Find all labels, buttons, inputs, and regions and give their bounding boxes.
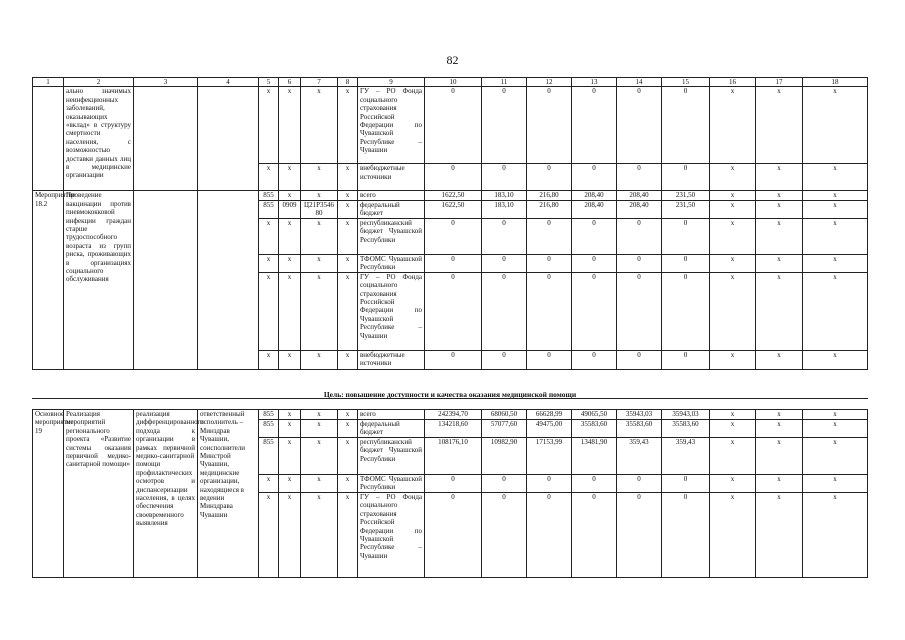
value-cell: x <box>756 164 803 191</box>
value-cell: 216,80 <box>527 200 572 218</box>
value-cell: x <box>710 493 756 578</box>
value-cell: 0 <box>425 164 482 191</box>
value-cell: 0 <box>617 493 662 578</box>
cell: x <box>301 410 338 420</box>
column-header-row <box>33 78 868 87</box>
cell: 855 <box>259 438 279 475</box>
cell: x <box>338 272 358 350</box>
cell: x <box>301 493 338 578</box>
value-cell: 0 <box>617 218 662 254</box>
column-number: 15 <box>662 78 710 87</box>
cell: x <box>301 475 338 493</box>
cell: x <box>259 218 279 254</box>
cell: x <box>259 87 279 164</box>
value-cell: 0 <box>527 87 572 164</box>
cell: x <box>259 254 279 272</box>
value-cell: x <box>803 272 868 350</box>
value-cell: x <box>756 191 803 200</box>
value-cell: 0 <box>662 493 710 578</box>
measure-description: Проведение вакцинации против пневмококковой инфекции граждан старше трудоспособного возраста из групп риска, проживающих в организациях социального обслуживания <box>64 191 134 369</box>
value-cell: 0 <box>482 87 527 164</box>
value-cell: 0 <box>482 164 527 191</box>
value-cell: x <box>756 420 803 438</box>
value-cell: 0 <box>482 493 527 578</box>
value-cell: 0 <box>527 475 572 493</box>
cell: x <box>279 475 301 493</box>
cell: x <box>279 420 301 438</box>
budget-table <box>32 77 868 370</box>
value-cell: 231,50 <box>662 191 710 200</box>
cell: x <box>301 438 338 475</box>
funding-source: республиканский бюджет Чувашской Республики <box>358 218 425 254</box>
measure-description: ально значимых неинфекционных заболеваний, оказывающих «вклад» в структуру смертности населения, с возможностью доставки данных лиц в медицинские организации <box>64 87 134 191</box>
value-cell: x <box>710 254 756 272</box>
cell: x <box>338 218 358 254</box>
cell: x <box>338 410 358 420</box>
cell: x <box>301 164 338 191</box>
value-cell: x <box>803 420 868 438</box>
value-cell: 183,10 <box>482 200 527 218</box>
column-number: 14 <box>617 78 662 87</box>
value-cell: 0 <box>425 272 482 350</box>
value-cell: 0 <box>527 272 572 350</box>
value-cell: 13481,90 <box>572 438 617 475</box>
value-cell: 0 <box>662 272 710 350</box>
value-cell: 0 <box>482 475 527 493</box>
cell: x <box>338 87 358 164</box>
value-cell: 0 <box>572 164 617 191</box>
value-cell: x <box>803 218 868 254</box>
cell: x <box>338 438 358 475</box>
value-cell: 0 <box>482 272 527 350</box>
value-cell: 66628,99 <box>527 410 572 420</box>
cell: Ц21Р354680 <box>301 200 338 218</box>
cell: x <box>301 420 338 438</box>
value-cell: x <box>803 493 868 578</box>
value-cell: x <box>756 200 803 218</box>
value-cell: 35583,60 <box>572 420 617 438</box>
value-cell: 0 <box>572 272 617 350</box>
value-cell: x <box>710 438 756 475</box>
value-cell: 208,40 <box>617 200 662 218</box>
value-cell: 10982,90 <box>482 438 527 475</box>
column-number: 10 <box>425 78 482 87</box>
value-cell: 0 <box>425 475 482 493</box>
column-number: 3 <box>134 78 198 87</box>
column-number: 17 <box>756 78 803 87</box>
value-cell: 0 <box>572 493 617 578</box>
page-number: 82 <box>446 53 459 67</box>
funding-source: внебюджетные источники <box>358 350 425 369</box>
value-cell: 17153,99 <box>527 438 572 475</box>
funding-source: ГУ – РО Фонда социального страхования Российской Федерации по Чувашской Республике – Чувашии <box>358 272 425 350</box>
funding-source: ГУ – РО Фонда социального страхования Российской Федерации по Чувашской Республике – Чувашии <box>358 493 425 578</box>
value-cell: 68060,50 <box>482 410 527 420</box>
funding-source: всего <box>358 410 425 420</box>
value-cell: 208,40 <box>572 200 617 218</box>
cell: x <box>338 475 358 493</box>
value-cell: 49065,50 <box>572 410 617 420</box>
value-cell: 0 <box>572 254 617 272</box>
value-cell: x <box>756 87 803 164</box>
cell: x <box>338 200 358 218</box>
value-cell: 49475,00 <box>527 420 572 438</box>
cell: x <box>301 254 338 272</box>
cell: x <box>279 438 301 475</box>
value-cell: x <box>710 191 756 200</box>
cell: x <box>338 420 358 438</box>
cell: x <box>279 410 301 420</box>
value-cell: x <box>803 475 868 493</box>
funding-source: ТФОМС Чувашской Республики <box>358 475 425 493</box>
cell: x <box>259 164 279 191</box>
value-cell: 0 <box>662 350 710 369</box>
cell: 855 <box>259 420 279 438</box>
value-cell: 35943,03 <box>662 410 710 420</box>
value-cell: 359,43 <box>617 438 662 475</box>
column-number: 1 <box>33 78 64 87</box>
value-cell: 35583,60 <box>662 420 710 438</box>
value-cell: 0 <box>617 272 662 350</box>
value-cell: x <box>710 164 756 191</box>
value-cell: 0 <box>617 350 662 369</box>
value-cell: 35943,03 <box>617 410 662 420</box>
value-cell: 0 <box>527 493 572 578</box>
value-cell: x <box>803 350 868 369</box>
value-cell: x <box>756 272 803 350</box>
cell: x <box>279 164 301 191</box>
cell: 855 <box>259 410 279 420</box>
column-number: 9 <box>358 78 425 87</box>
value-cell: x <box>803 410 868 420</box>
value-cell: 0 <box>425 87 482 164</box>
value-cell: 0 <box>425 218 482 254</box>
cell: 855 <box>259 200 279 218</box>
cell: x <box>301 87 338 164</box>
cell: x <box>301 272 338 350</box>
value-cell: x <box>756 218 803 254</box>
cell: x <box>279 493 301 578</box>
column-number: 16 <box>710 78 756 87</box>
cell: x <box>301 350 338 369</box>
value-cell: 0 <box>527 254 572 272</box>
value-cell: x <box>710 475 756 493</box>
value-cell: 0 <box>425 350 482 369</box>
value-cell: x <box>710 218 756 254</box>
value-cell: 108176,10 <box>425 438 482 475</box>
value-cell: 0 <box>572 350 617 369</box>
value-cell: 183,10 <box>482 191 527 200</box>
value-cell: 0 <box>425 254 482 272</box>
value-cell: x <box>710 420 756 438</box>
value-cell: x <box>710 350 756 369</box>
value-cell: 0 <box>482 350 527 369</box>
value-cell: 0 <box>572 218 617 254</box>
budget-table-goal <box>32 409 868 578</box>
cell: 855 <box>259 191 279 200</box>
cell: x <box>279 87 301 164</box>
value-cell: 0 <box>482 218 527 254</box>
cell: x <box>279 254 301 272</box>
funding-source: ГУ – РО Фонда социального страхования Российской Федерации по Чувашской Республике – Чувашии <box>358 87 425 164</box>
value-cell: 35583,60 <box>617 420 662 438</box>
column-number: 12 <box>527 78 572 87</box>
table-row <box>33 191 868 200</box>
value-cell: 216,80 <box>527 191 572 200</box>
value-cell: x <box>756 493 803 578</box>
value-cell: 208,40 <box>617 191 662 200</box>
goal-heading: Цель: повышение доступности и качества оказания медицинской помощи <box>323 390 577 399</box>
value-cell: 0 <box>617 87 662 164</box>
column-number: 4 <box>198 78 259 87</box>
value-cell: x <box>803 191 868 200</box>
cell: x <box>279 350 301 369</box>
cell: x <box>338 350 358 369</box>
value-cell: 0 <box>527 164 572 191</box>
value-cell: x <box>710 87 756 164</box>
column-number: 13 <box>572 78 617 87</box>
measure-cell <box>33 87 64 191</box>
value-cell: 0 <box>662 164 710 191</box>
value-cell: x <box>756 254 803 272</box>
value-cell: x <box>803 87 868 164</box>
cell: x <box>338 254 358 272</box>
value-cell: x <box>710 200 756 218</box>
divider <box>32 398 868 399</box>
value-cell: x <box>710 272 756 350</box>
value-cell: 359,43 <box>662 438 710 475</box>
value-cell: 0 <box>662 87 710 164</box>
value-cell: x <box>756 475 803 493</box>
value-cell: 1622,50 <box>425 191 482 200</box>
value-cell: 208,40 <box>572 191 617 200</box>
measure-goal: реализация дифференцированного подхода к организации в рамках первичной медико-санитарной помощи профилактических осмотров и диспансеризации населения, в целях обеспечения своевременного выявления <box>134 410 198 578</box>
cell: x <box>279 218 301 254</box>
cell: 0909 <box>279 200 301 218</box>
value-cell: x <box>803 164 868 191</box>
value-cell: x <box>803 254 868 272</box>
cell: x <box>259 272 279 350</box>
cell: x <box>279 272 301 350</box>
value-cell: 57077,60 <box>482 420 527 438</box>
value-cell: x <box>756 438 803 475</box>
value-cell: 242394,70 <box>425 410 482 420</box>
value-cell: 0 <box>617 164 662 191</box>
measure-label: Основное мероприятие 19 <box>33 410 64 578</box>
column-number: 6 <box>279 78 301 87</box>
value-cell: 0 <box>425 493 482 578</box>
funding-source: внебюджетные источники <box>358 164 425 191</box>
value-cell: 0 <box>617 475 662 493</box>
cell: x <box>338 493 358 578</box>
value-cell: 0 <box>527 350 572 369</box>
value-cell: x <box>710 410 756 420</box>
value-cell: 0 <box>572 475 617 493</box>
cell: x <box>279 191 301 200</box>
funding-source: ТФОМС Чувашской Республики <box>358 254 425 272</box>
cell: x <box>338 191 358 200</box>
value-cell: x <box>803 438 868 475</box>
cell <box>198 87 259 191</box>
value-cell: x <box>756 410 803 420</box>
column-number: 8 <box>338 78 358 87</box>
column-number: 18 <box>803 78 868 87</box>
cell: x <box>259 475 279 493</box>
value-cell: 0 <box>482 254 527 272</box>
column-number: 5 <box>259 78 279 87</box>
cell: x <box>301 218 338 254</box>
value-cell: 134218,60 <box>425 420 482 438</box>
column-number: 2 <box>64 78 134 87</box>
cell: x <box>301 191 338 200</box>
cell <box>198 191 259 369</box>
funding-source: республиканский бюджет Чувашской Республики <box>358 438 425 475</box>
cell: x <box>259 493 279 578</box>
value-cell: x <box>756 350 803 369</box>
table-row <box>33 87 868 164</box>
cell <box>134 87 198 191</box>
table-row <box>33 410 868 420</box>
value-cell: 0 <box>527 218 572 254</box>
value-cell: 0 <box>662 254 710 272</box>
measure-label: Мероприятие 18.2 <box>33 191 64 369</box>
funding-source: федеральный бюджет <box>358 200 425 218</box>
cell: x <box>338 164 358 191</box>
funding-source: всего <box>358 191 425 200</box>
measure-description: Реализация мероприятий регионального проекта «Развитие системы оказания первичной медико-санитарной помощи» <box>64 410 134 578</box>
responsible-executor: ответственный исполнитель – Минздрав Чувашии, соисполнители Минстрой Чувашии, медицинские организации, находящиеся в ведении Минздрава Чувашии <box>198 410 259 578</box>
cell: x <box>259 350 279 369</box>
value-cell: 0 <box>662 475 710 493</box>
value-cell: 0 <box>572 87 617 164</box>
value-cell: 1622,50 <box>425 200 482 218</box>
cell <box>134 191 198 369</box>
column-number: 11 <box>482 78 527 87</box>
value-cell: 0 <box>617 254 662 272</box>
column-number: 7 <box>301 78 338 87</box>
value-cell: x <box>803 200 868 218</box>
value-cell: 231,50 <box>662 200 710 218</box>
funding-source: федеральный бюджет <box>358 420 425 438</box>
value-cell: 0 <box>662 218 710 254</box>
